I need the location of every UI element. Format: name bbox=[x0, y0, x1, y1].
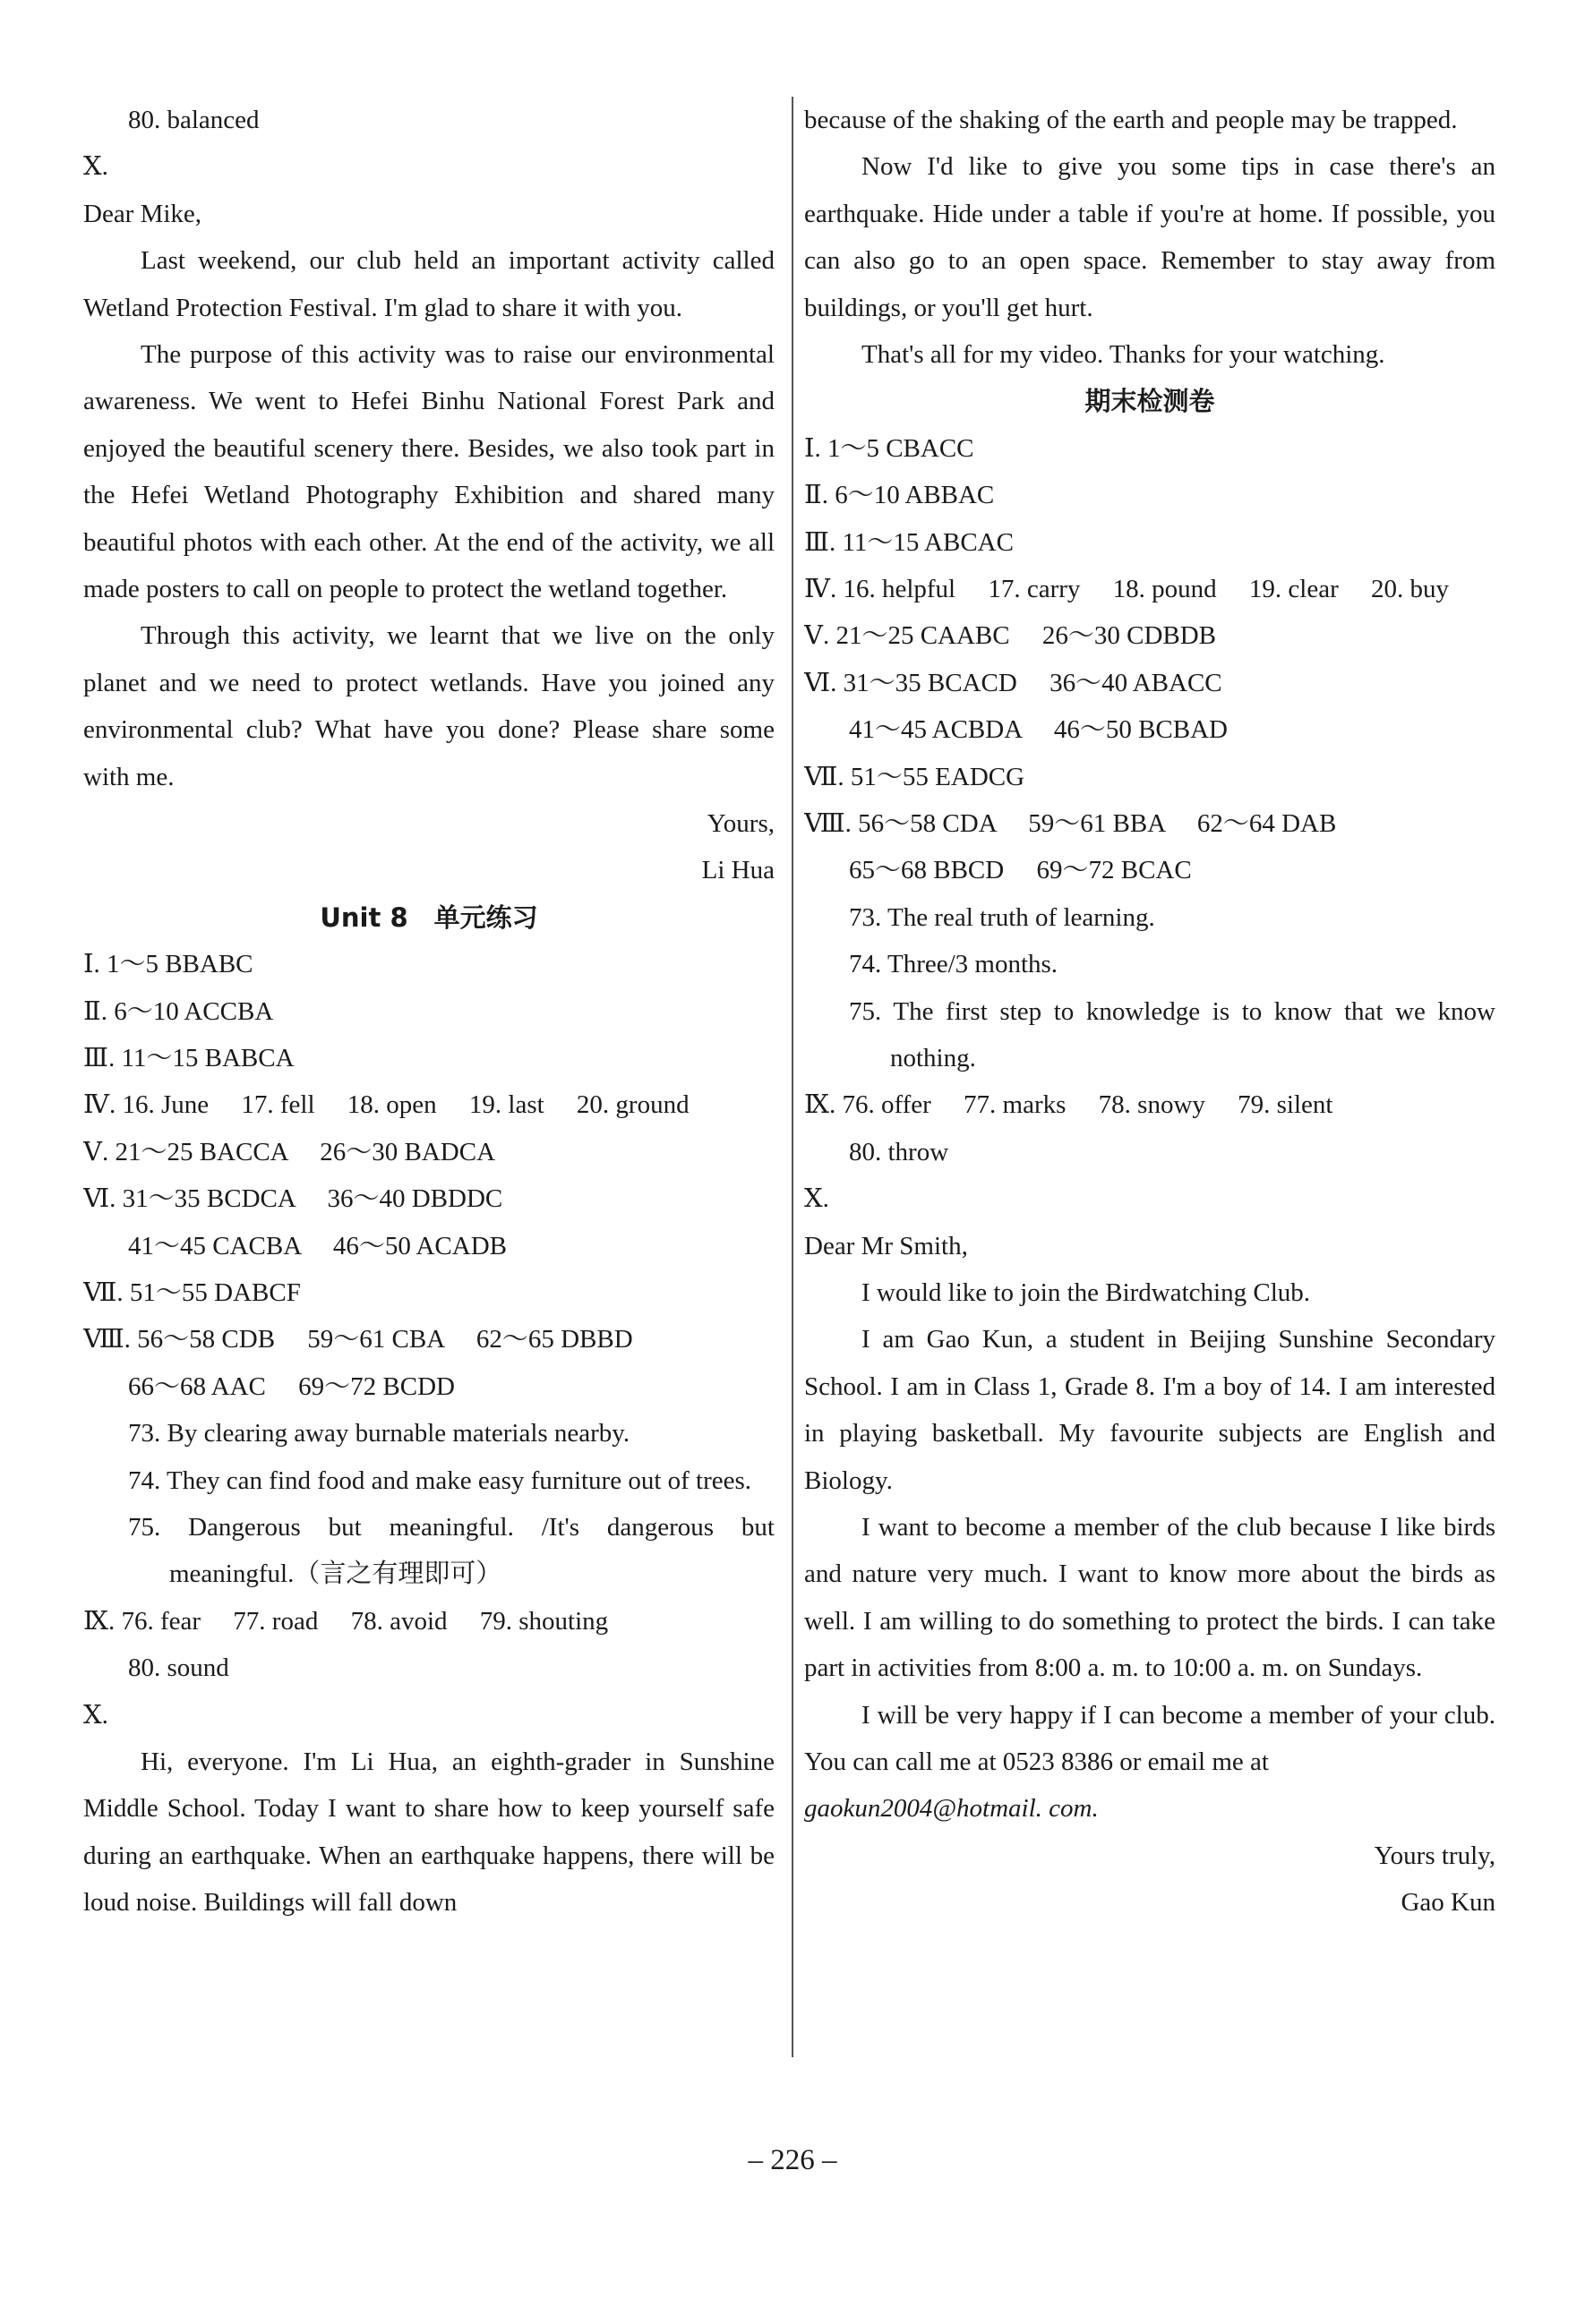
right-column bbox=[804, 97, 1495, 1927]
answer-line: 41～45 ACBDA 46～50 BCBAD bbox=[849, 715, 1228, 745]
section-marker: Ⅹ. bbox=[83, 152, 108, 182]
letter-paragraph: Last weekend, our club held an important activity called Wetland Protection Festival. I'm glad to share it with you. bbox=[83, 246, 775, 322]
letter-closing: Yours truly, bbox=[1374, 1841, 1495, 1870]
answer-line: Ⅰ. 1～5 BBABC bbox=[83, 950, 253, 979]
answer-line: Ⅷ. 56～58 CDB 59～61 CBA 62～65 DBBD bbox=[83, 1325, 633, 1354]
email-address: gaokun2004@hotmail. com. bbox=[804, 1794, 1099, 1824]
answer-line: 75. The first step to knowledge is to know that we know nothing. bbox=[849, 996, 1495, 1072]
letter-signature: Gao Kun bbox=[1401, 1888, 1495, 1918]
letter-closing: Yours, bbox=[707, 809, 775, 839]
letter-paragraph: I am Gao Kun, a student in Beijing Sunshine Secondary School. I am in Class 1, Grade 8. I'm a boy of 14. I am interested in playing basketball. My favourite subjects are English and Biology. bbox=[804, 1325, 1495, 1495]
answer-line: Ⅳ. 16. June 17. fell 18. open 19. last 20. ground bbox=[83, 1090, 690, 1120]
speech-paragraph: That's all for my video. Thanks for your watching. bbox=[861, 340, 1385, 370]
answer-line: 66～68 AAC 69～72 BCDD bbox=[128, 1371, 455, 1401]
column-divider bbox=[792, 97, 793, 2057]
letter-paragraph: Through this activity, we learnt that we live on the only planet and we need to protect wetlands. Have you joined any environmental club? What have you done? Please share some with me. bbox=[83, 621, 775, 791]
answer-line: 73. By clearing away burnable materials nearby. bbox=[128, 1419, 630, 1448]
speech-paragraph: because of the shaking of the earth and people may be trapped. bbox=[804, 106, 1458, 134]
letter-paragraph bbox=[804, 1692, 1495, 1786]
answer-line: Ⅴ. 21～25 BACCA 26～30 BADCA bbox=[83, 1137, 496, 1166]
answer-line: Ⅲ. 11～15 BABCA bbox=[83, 1044, 295, 1072]
final-exam-heading: 期末检测卷 bbox=[1084, 386, 1215, 417]
letter-paragraph: I want to become a member of the club because I like birds and nature very much. I want to know more about the birds as well. I am willing to do something to protect the birds. I can take part in activities from 8:00 a. m. to 10:00 a. m. on Sundays. bbox=[804, 1512, 1495, 1683]
answer-line: 41～45 CACBA 46～50 ACADB bbox=[128, 1231, 507, 1260]
answer-line: 75. Dangerous but meaningful. /It's dangerous but meaningful.（言之有理即可） bbox=[128, 1512, 775, 1589]
answer-line: Ⅶ. 51～55 EADCG bbox=[804, 762, 1025, 791]
answer-line: Ⅴ. 21～25 CAABC 26～30 CDBDB bbox=[804, 621, 1217, 651]
answer-line: 74. They can find food and make easy furniture out of trees. bbox=[128, 1465, 752, 1495]
answer-line: Ⅱ. 6～10 ABBAC bbox=[804, 481, 995, 510]
letter-paragraph: I would like to join the Birdwatching Club. bbox=[861, 1277, 1311, 1307]
answer-line: Ⅶ. 51～55 DABCF bbox=[83, 1277, 301, 1307]
answer-line: 74. Three/3 months. bbox=[849, 950, 1058, 979]
section-marker: Ⅹ. bbox=[804, 1184, 829, 1214]
answer-line: Ⅵ. 31～35 BCACD 36～40 ABACC bbox=[804, 668, 1222, 697]
answer-line: Ⅵ. 31～35 BCDCA 36～40 DBDDC bbox=[83, 1184, 503, 1214]
answer-line: Ⅰ. 1～5 CBACC bbox=[804, 433, 974, 463]
answer-line: 80. sound bbox=[128, 1653, 229, 1683]
answer-line: Ⅷ. 56～58 CDA 59～61 BBA 62～64 DAB bbox=[804, 808, 1337, 838]
answer-line: Ⅲ. 11～15 ABCAC bbox=[804, 527, 1014, 557]
answer-line: 80. balanced bbox=[128, 106, 260, 134]
page-number: – 226 – bbox=[748, 2144, 837, 2176]
answer-line: 73. The real truth of learning. bbox=[849, 902, 1155, 932]
letter-greeting: Dear Mr Smith, bbox=[804, 1231, 968, 1260]
left-column bbox=[83, 97, 775, 1927]
answer-line: 80. throw bbox=[849, 1137, 949, 1166]
letter-signature: Li Hua bbox=[701, 856, 775, 885]
section-marker: Ⅹ. bbox=[83, 1700, 108, 1730]
answer-line: 65～68 BBCD 69～72 BCAC bbox=[849, 856, 1192, 885]
speech-paragraph: Hi, everyone. I'm Li Hua, an eighth-grader in Sunshine Middle School. Today I want to share how to keep yourself safe during an earthquake. When an earthquake happens, there will be loud noise. Buildings will fall down bbox=[83, 1747, 775, 1918]
answer-line: Ⅸ. 76. fear 77. road 78. avoid 79. shouting bbox=[83, 1606, 609, 1636]
answer-line: Ⅳ. 16. helpful 17. carry 18. pound 19. clear 20. buy bbox=[804, 575, 1450, 603]
letter-paragraph: The purpose of this activity was to raise our environmental awareness. We went to Hefei Binhu National Forest Park and enjoyed the beautiful scenery there. Besides, we also took part in the Hefei Wetland Photography Exhibition and shared many beautiful photos with each other. At the end of the activity, we all made posters to call on people to protect the wetland together. bbox=[83, 339, 775, 604]
unit8-heading: Unit 8 单元练习 bbox=[320, 901, 538, 933]
letter-text: I will be very happy if I can become a member of your club. You can call me at 0523 8386 or email me at bbox=[804, 1700, 1495, 1776]
answer-line: Ⅱ. 6～10 ACCBA bbox=[83, 996, 274, 1026]
answer-line: Ⅸ. 76. offer 77. marks 78. snowy 79. silent bbox=[804, 1090, 1333, 1120]
letter-greeting: Dear Mike, bbox=[83, 199, 202, 228]
speech-paragraph: Now I'd like to give you some tips in case there's an earthquake. Hide under a table if you're at home. If possible, you can also go to an open space. Remember to stay away from buildings, or you'll get hurt. bbox=[804, 152, 1495, 322]
